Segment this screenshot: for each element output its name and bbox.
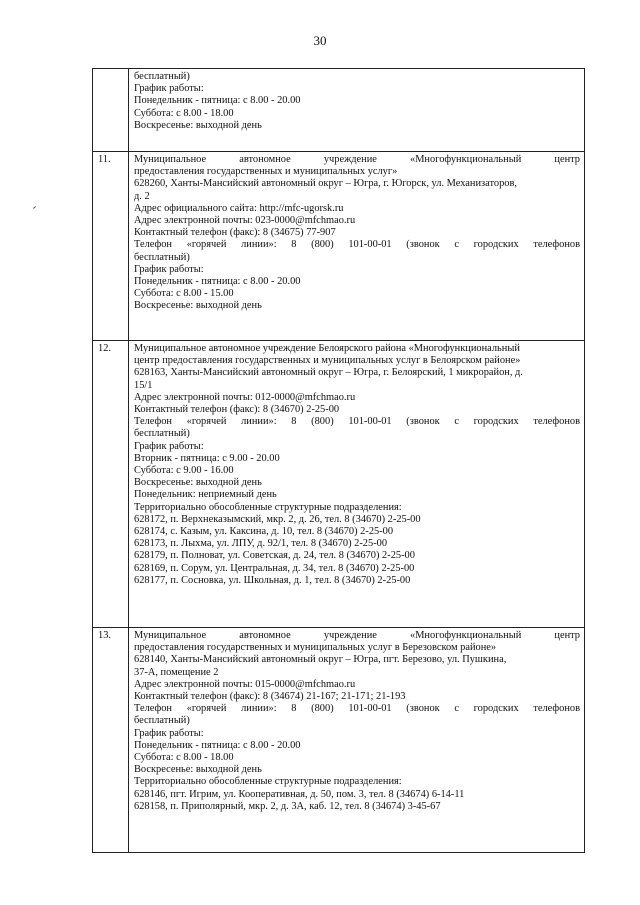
text-line: Воскресенье: выходной день: [134, 119, 262, 131]
margin-mark: [33, 206, 36, 209]
text-line: бесплатный): [134, 71, 190, 82]
text-line: Муниципальное автономное учреждение Белоярского района «Многофункциональный: [134, 343, 520, 354]
text-line: Понедельник: неприемный день: [134, 489, 277, 501]
text-line: 628177, п. Сосновка, ул. Школьная, д. 1, тел. 8 (34670) 2-25-00: [134, 574, 411, 586]
table-row: [93, 628, 585, 853]
text-line: Адрес электронной почты: 023-0000@mfchmao.ru: [134, 215, 356, 227]
page-number: 30: [313, 33, 327, 48]
text-line: Территориально обособленные структурные подразделения:: [134, 501, 402, 513]
text-line: 628169, п. Сорум, ул. Центральная, д. 34, тел. 8 (34670) 2-25-00: [134, 562, 415, 574]
row-content: [129, 341, 585, 628]
row-number: [93, 69, 129, 152]
text-line: Муниципальное автономное учреждение «Многофункциональный центр: [134, 154, 580, 165]
mfc-table: [92, 68, 585, 853]
text-line: Контактный телефон (факс): 8 (34675) 77-907: [134, 227, 336, 239]
text-line: бесплатный): [134, 251, 190, 263]
text-line: бесплатный): [134, 715, 190, 727]
text-line: 628146, пгт. Игрим, ул. Кооперативная, д. 50, пом. 3, тел. 8 (34674) 6-14-11: [134, 788, 465, 800]
text-line: Вторник - пятница: с 9.00 - 20.00: [134, 452, 280, 464]
text-line: Понедельник - пятница: с 8.00 - 20.00: [134, 95, 301, 107]
text-line: центр предоставления государственных и муниципальных услуг в Белоярском районе»: [134, 355, 521, 367]
text-line: Территориально обособленные структурные подразделения:: [134, 776, 402, 788]
text-line: 628174, с. Казым, ул. Каксина, д. 10, тел. 8 (34670) 2-25-00: [134, 526, 394, 538]
text-line: Воскресенье: выходной день: [134, 764, 262, 776]
text-line: Адрес электронной почты: 012-0000@mfchmao.ru: [134, 391, 356, 403]
text-line: д. 2: [134, 190, 150, 202]
text-line: Адрес электронной почты: 015-0000@mfchmao.ru: [134, 678, 356, 690]
table-row: [93, 152, 585, 341]
text-line: 628172, п. Верхнеказымский, мкр. 2, д. 26, тел. 8 (34670) 2-25-00: [134, 513, 421, 525]
text-line: Телефон «горячей линии»: 8 (800) 101-00-01 (звонок с городских телефонов: [134, 703, 580, 715]
row-content: [129, 69, 585, 152]
text-line: 15/1: [134, 379, 153, 391]
text-line: Контактный телефон (факс): 8 (34674) 21-167; 21-171; 21-193: [134, 691, 406, 703]
text-line: Контактный телефон (факс): 8 (34670) 2-25-00: [134, 404, 340, 416]
text-line: Муниципальное автономное учреждение «Многофункциональный центр: [134, 630, 580, 641]
text-line: предоставления государственных и муниципальных услуг в Березовском районе»: [134, 642, 497, 654]
row-content: [129, 152, 585, 341]
text-line: Воскресенье: выходной день: [134, 300, 262, 312]
text-line: 37-А, помещение 2: [134, 666, 219, 678]
text-line: График работы:: [134, 83, 204, 95]
row-number: 12.: [93, 341, 129, 628]
text-line: 628140, Ханты-Мансийский автономный округ – Югра, пгт. Березово, ул. Пушкина,: [134, 654, 507, 666]
table-row: [93, 69, 585, 152]
text-line: График работы:: [134, 263, 204, 275]
text-line: Понедельник - пятница: с 8.00 - 20.00: [134, 276, 301, 288]
text-line: бесплатный): [134, 428, 190, 440]
text-line: Суббота: с 8.00 - 18.00: [134, 752, 234, 764]
text-line: Воскресенье: выходной день: [134, 477, 262, 489]
row-number: 13.: [93, 628, 129, 853]
text-line: 628163, Ханты-Мансийский автономный округ – Югра, г. Белоярский, 1 микрорайон, д.: [134, 367, 523, 379]
row-content: [129, 628, 585, 853]
text-line: Адрес официального сайта: http://mfc-ugorsk.ru: [134, 202, 344, 214]
text-line: Суббота: с 8.00 - 18.00: [134, 107, 234, 119]
text-line: График работы:: [134, 440, 204, 452]
text-line: Суббота: с 8.00 - 15.00: [134, 288, 234, 300]
text-line: Понедельник - пятница: с 8.00 - 20.00: [134, 739, 301, 751]
text-line: 628260, Ханты-Мансийский автономный округ – Югра, г. Югорск, ул. Механизаторов,: [134, 178, 517, 190]
text-line: 628179, п. Полноват, ул. Советская, д. 24, тел. 8 (34670) 2-25-00: [134, 550, 415, 562]
text-line: предоставления государственных и муниципальных услуг»: [134, 166, 398, 178]
table-row: [93, 341, 585, 628]
text-line: Телефон «горячей линии»: 8 (800) 101-00-01 (звонок с городских телефонов: [134, 239, 580, 251]
text-line: Суббота: с 9.00 - 16.00: [134, 465, 234, 477]
row-number: 11.: [93, 152, 129, 341]
text-line: 628173, п. Лыхма, ул. ЛПУ, д. 92/1, тел. 8 (34670) 2-25-00: [134, 538, 388, 550]
text-line: График работы:: [134, 727, 204, 739]
text-line: 628158, п. Приполярный, мкр. 2, д. 3А, каб. 12, тел. 8 (34674) 3-45-67: [134, 800, 441, 812]
text-line: Телефон «горячей линии»: 8 (800) 101-00-01 (звонок с городских телефонов: [134, 416, 580, 428]
